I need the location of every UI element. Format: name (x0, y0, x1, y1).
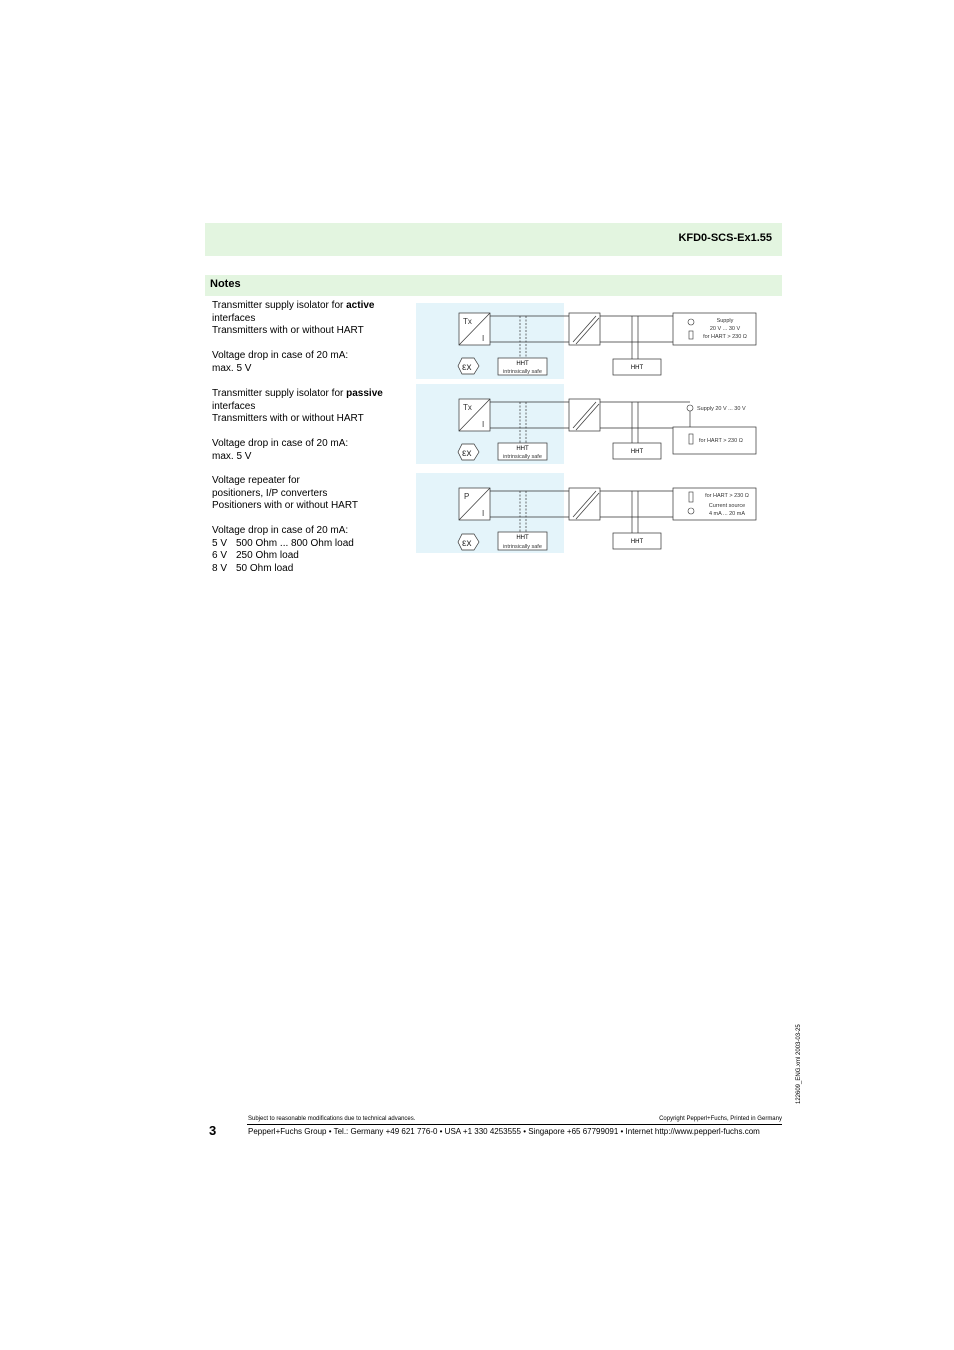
supply-label: Supply 20 V ... 30 V (697, 406, 746, 412)
note-text: Voltage drop in case of 20 mA: (212, 438, 349, 449)
svg-text:for HART > 230 Ω: for HART > 230 Ω (699, 438, 743, 444)
note-text: interfaces (212, 312, 256, 324)
footer-disclaimer: Subject to reasonable modifications due to technical advances. (248, 1116, 416, 1122)
svg-text:HHT: HHT (630, 365, 644, 371)
notes-band (205, 275, 782, 296)
load-row: 6 V 250 Ohm load (212, 550, 299, 561)
field-device-label: Tx (463, 317, 472, 326)
page-number: 3 (209, 1123, 217, 1138)
field-device-label: I (482, 509, 485, 518)
field-device-label: I (482, 420, 485, 429)
footer-divider (247, 1124, 782, 1125)
note-emphasis: passive (346, 388, 383, 399)
note-active (212, 300, 412, 375)
svg-text:intrinsically safe: intrinsically safe (503, 369, 542, 375)
note-emphasis: active (346, 300, 375, 311)
note-text: Transmitters with or without HART (212, 413, 364, 424)
note-text: Transmitter supply isolator for (212, 388, 347, 399)
svg-text:HHT: HHT (516, 535, 529, 541)
svg-text:intrinsically safe: intrinsically safe (503, 454, 542, 460)
svg-text:HHT: HHT (516, 446, 529, 452)
note-text: Positioners with or without HART (212, 500, 358, 511)
wiring-diagram-active (416, 303, 764, 383)
svg-text:εx: εx (462, 538, 472, 549)
note-passive (212, 388, 412, 463)
svg-text:εx: εx (462, 362, 472, 373)
svg-text:HHT: HHT (516, 361, 529, 367)
footer-copyright: Copyright Pepperl+Fuchs, Printed in Germany (659, 1116, 782, 1122)
footer-contact: Pepperl+Fuchs Group • Tel.: Germany +49 621 776-0 • USA +1 330 4253555 • Singapore +65 67799091 • Internet http://www.pepperl-fuchs.com (248, 1127, 760, 1136)
svg-text:for HART > 230 Ω: for HART > 230 Ω (703, 334, 747, 340)
svg-text:4 mA ... 20 mA: 4 mA ... 20 mA (708, 511, 746, 517)
product-title: KFD0-SCS-Ex1.55 (678, 232, 772, 244)
svg-text:Supply: Supply (716, 318, 734, 324)
note-text: Voltage drop in case of 20 mA: (212, 350, 349, 361)
svg-text:Current source: Current source (708, 503, 746, 509)
note-text: Voltage drop in case of 20 mA: (212, 525, 349, 536)
svg-text:HHT: HHT (630, 449, 644, 455)
notes-title: Notes (210, 278, 241, 290)
field-device-label: I (482, 334, 485, 343)
svg-text:εx: εx (462, 448, 472, 459)
note-text: positioners, I/P converters (212, 487, 328, 499)
note-text: Transmitter supply isolator for (212, 300, 347, 311)
load-row: 5 V 500 Ohm ... 800 Ohm load (212, 537, 354, 549)
note-text: max. 5 V (212, 450, 252, 462)
supply-source-icon (687, 405, 693, 411)
note-text: Voltage repeater for (212, 475, 300, 486)
field-device-label: P (464, 492, 470, 501)
svg-text:intrinsically safe: intrinsically safe (503, 544, 542, 550)
note-repeater (212, 475, 412, 575)
svg-text:20 V ... 30 V: 20 V ... 30 V (709, 326, 741, 332)
document-id: 122609_ENG.xml 2003-03-25 (796, 1024, 802, 1104)
field-device-label: Tx (463, 403, 472, 412)
note-text: Transmitters with or without HART (212, 325, 364, 336)
wiring-diagram-passive (416, 384, 764, 464)
wiring-diagram-repeater (416, 473, 764, 553)
note-text: interfaces (212, 400, 256, 412)
svg-text:HHT: HHT (630, 539, 644, 545)
svg-text:for HART > 230 Ω: for HART > 230 Ω (705, 493, 749, 499)
current-source-icon (688, 508, 694, 514)
header-band (205, 223, 782, 256)
load-row: 8 V 50 Ohm load (212, 562, 294, 574)
note-text: max. 5 V (212, 362, 252, 374)
